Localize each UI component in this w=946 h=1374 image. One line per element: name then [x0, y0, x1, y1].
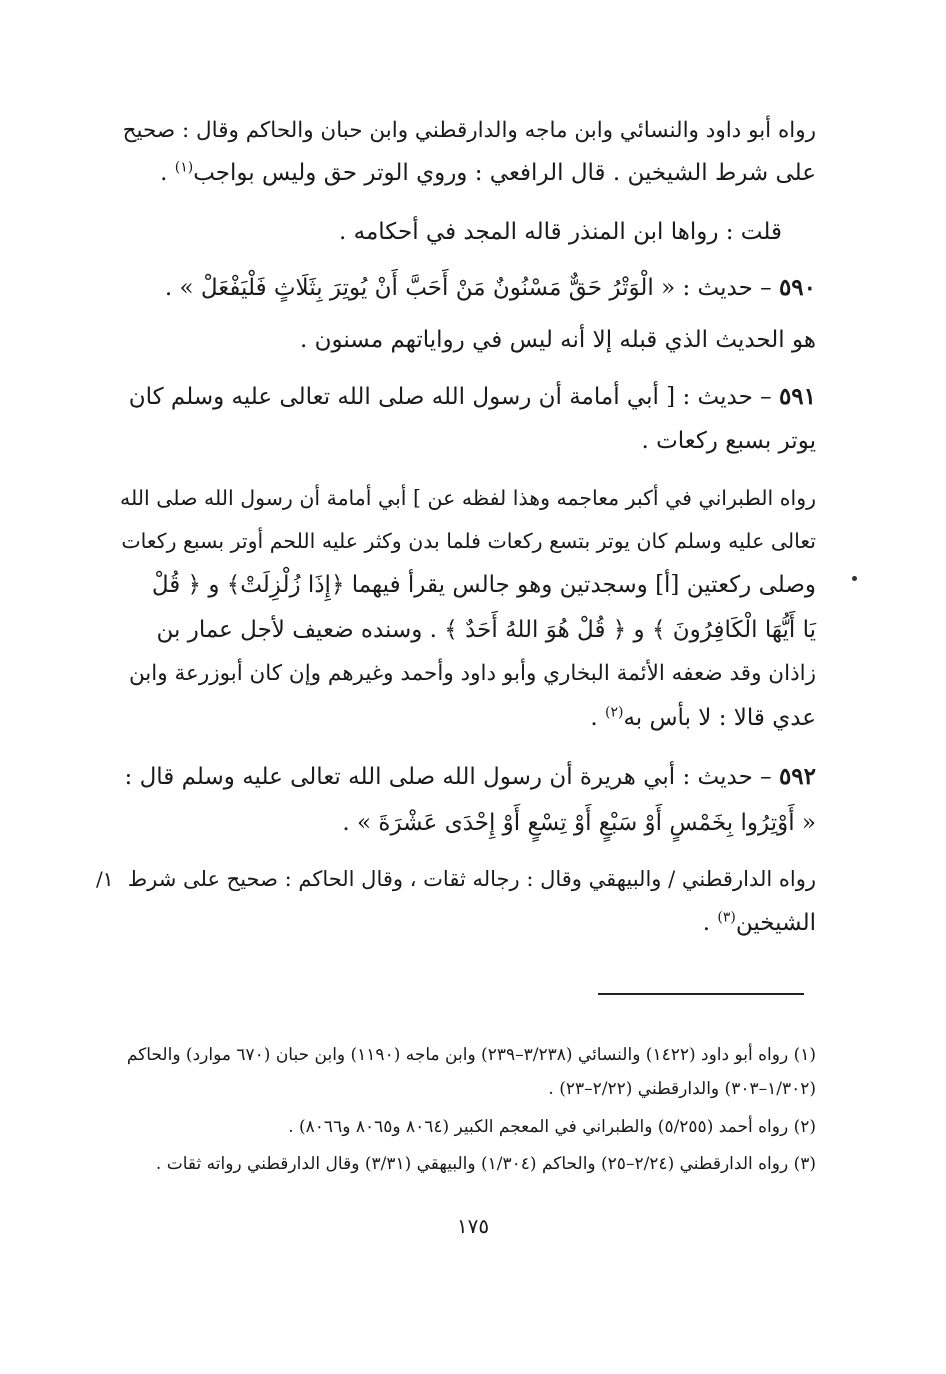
- margin-mark: [852, 576, 857, 581]
- text-line: « أَوْتِرُوا بِخَمْسٍ أَوْ سَبْعٍ أَوْ تِسْعٍ أَوْ إِحْدَى عَشْرَةَ » .: [342, 810, 816, 836]
- hadith-line: [165, 271, 816, 305]
- footnote: (٢) رواه أحمد (٥/٢٥٥) والطبراني في المعجم الكبير (٨٠٦٤ و٨٠٦٥ و٨٠٦٦) .: [288, 1117, 816, 1137]
- text-line: [160, 156, 816, 190]
- text-line: رواه أبو داود والنسائي وابن ماجه والدارقطني وابن حبان والحاكم وقال : صحيح: [122, 118, 816, 143]
- footnote: (١/٣٠٢–٣٠٣) والدارقطني (٢/٢٢–٢٣) .: [548, 1079, 816, 1099]
- text-line: تعالى عليه وسلم كان يوتر بتسع ركعات فلما بدن وكثر عليه اللحم أوتر بسبع ركعات: [121, 529, 816, 553]
- text-line: رواه الدارقطني / والبيهقي وقال : رجاله ثقات ، وقال الحاكم : صحيح على شرط: [127, 867, 816, 891]
- text-run: – حديث : أبي هريرة أن رسول الله صلى الله تعالى عليه وسلم قال :: [124, 764, 779, 790]
- hadith-number: ٥٩٠: [778, 274, 816, 301]
- footnote-ref[interactable]: (١): [174, 159, 194, 176]
- text-run: – حديث : « الْوَتْرُ حَقٌّ مَسْنُونٌ مَنْ أَحَبَّ أَنْ يُوتِرَ بِثَلَاثٍ فَلْيَفْعَلْ » .: [164, 275, 779, 301]
- text-run: .: [590, 705, 605, 731]
- text-line: [703, 906, 816, 940]
- footnote-separator: [598, 993, 804, 995]
- text-line: يوتر بسبع ركعات .: [641, 428, 816, 454]
- hadith-line: [125, 760, 816, 794]
- page-number: ١٧٥: [456, 1214, 490, 1238]
- text-line: [590, 701, 816, 735]
- hadith-line: [129, 380, 816, 414]
- text-line: زاذان وقد ضعفه الأئمة البخاري وأبو داود وأحمد وغيرهم وإن كان أبوزرعة وابن: [128, 661, 816, 686]
- text-line: وصلى ركعتين [أ] وسجدتين وهو جالس يقرأ فيهما ﴿إِذَا زُلْزِلَتْ﴾ و ﴿ قُلْ: [151, 572, 816, 598]
- footnote: (٣) رواه الدارقطني (٢/٢٤–٢٥) والحاكم (١/٣٠٤) والبيهقي (٣/٣١) وقال الدارقطني رواته ثقات .: [155, 1154, 816, 1174]
- hadith-number: ٥٩٢: [778, 763, 816, 790]
- text-line: قلت : رواها ابن المنذر قاله المجد في أحكامه .: [339, 219, 782, 245]
- text-run: – حديث : [ أبي أمامة أن رسول الله صلى الله تعالى عليه وسلم كان: [128, 384, 779, 410]
- margin-folio-note: ١/: [96, 867, 114, 891]
- text-line: هو الحديث الذي قبله إلا أنه ليس في رواياتهم مسنون .: [299, 327, 816, 353]
- text-line: يَا أَيُّهَا الْكَافِرُونَ ﴾ و ﴿ قُلْ هُوَ اللهُ أَحَدٌ ﴾ . وسنده ضعيف لأجل عمار بن: [156, 617, 816, 643]
- hadith-number: ٥٩١: [778, 383, 816, 410]
- footnote: (١) رواه أبو داود (١٤٢٢) والنسائي (٣/٢٣٨–٢٣٩) وابن ماجه (١١٩٠) وابن حبان (٦٧٠ موارد) والحاكم: [126, 1045, 816, 1065]
- footnote-ref[interactable]: (٢): [604, 704, 624, 721]
- text-run: الشيخين: [735, 910, 816, 936]
- text-line: رواه الطبراني في أكبر معاجمه وهذا لفظه عن ] أبي أمامة أن رسول الله صلى الله: [119, 486, 816, 510]
- text-run: عدي قالا : لا بأس به: [623, 705, 816, 731]
- text-run: .: [160, 160, 175, 186]
- text-run: على شرط الشيخين . قال الرافعي : وروي الوتر حق وليس بواجب: [193, 160, 816, 186]
- text-run: .: [702, 910, 718, 936]
- footnote-ref[interactable]: (٣): [717, 909, 736, 926]
